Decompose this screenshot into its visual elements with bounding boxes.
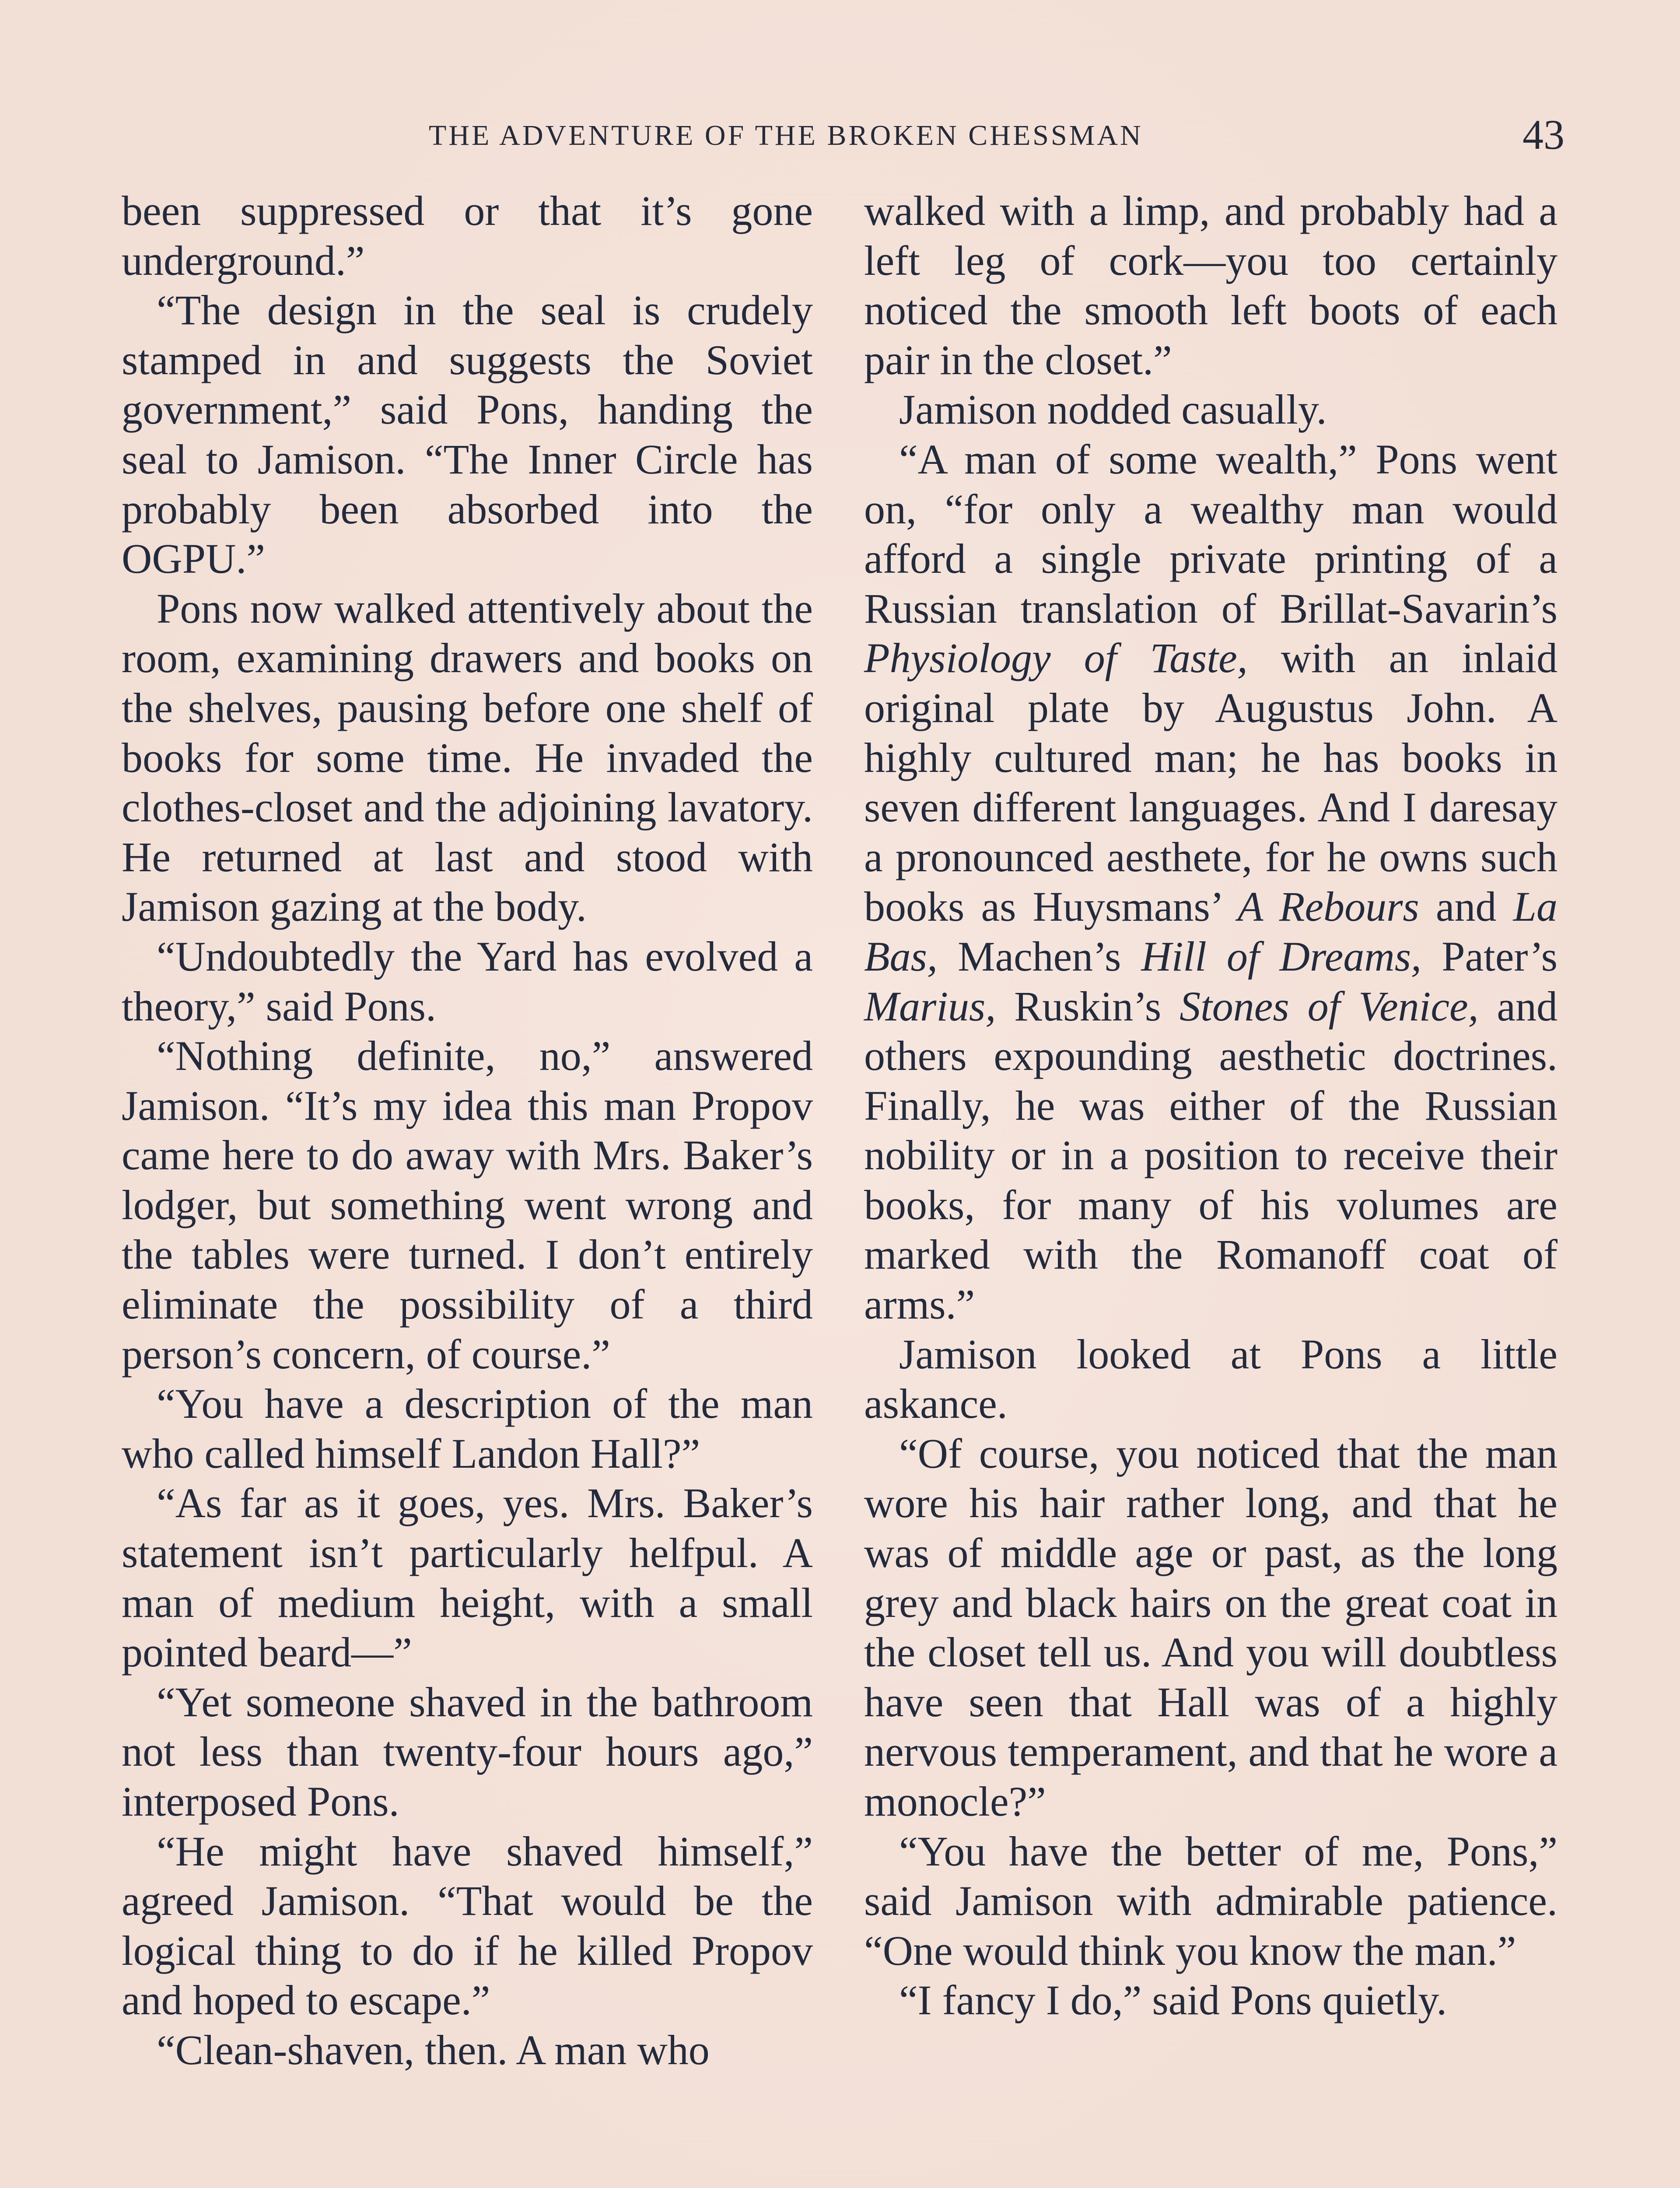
paragraph: “He might have shaved himself,” agreed Jamison. “That would be the logical thing to do if he killed Propov and hoped to escape.” [122, 1827, 813, 2024]
page-number: 43 [1522, 111, 1564, 158]
text-run: and others expounding aesthetic doctrines. Finally, he was either of the Russian nobility or in a position to receive their books, for many of his volumes are marked with the Romanoff coat of arms.” [864, 982, 1558, 1328]
book-title: Physiology of Taste, [864, 635, 1248, 682]
paragraph: “As far as it goes, yes. Mrs. Baker’s statement isn’t particularly helfpul. A man of medium height, with a small pointed beard—” [122, 1480, 813, 1676]
text-run: “A man of some wealth,” Pons went on, “for only a wealthy man would afford a single private printing of a Russian translation of Brillat-Savarin’s [864, 435, 1558, 632]
paragraph: Jamison nodded casually. [899, 386, 1327, 433]
running-title: THE ADVENTURE OF THE BROKEN CHESSMAN [429, 119, 1143, 151]
paragraph: been suppressed or that it’s gone underground.” [122, 187, 813, 284]
book-title: Marius, [864, 982, 996, 1030]
book-title: Hill of Dreams, [1141, 933, 1422, 980]
text-run: with an inlaid original plate by Augustus John. A highly cultured man; he has books in seven different languages. And I daresay a pronounced aesthete, for he owns such books as Huysmans’ [864, 635, 1558, 930]
paragraph: “Of course, you noticed that the man wore his hair rather long, and that he was of middle age or past, as the long grey and black hairs on the great coat in the closet tell us. And you will doubtless have seen that Hall was of a highly nervous temperament, and that he wore a monocle?” [864, 1430, 1558, 1825]
book-title: Stones of Venice, [1180, 982, 1479, 1030]
text-run: Ruskin’s [996, 982, 1180, 1030]
paragraph: “I fancy I do,” said Pons quietly. [899, 1977, 1447, 2024]
right-column [864, 186, 1558, 2025]
paragraph: walked with a limp, and probably had a left leg of cork—you too certainly noticed the smooth left boots of each pair in the closet.” [864, 187, 1558, 383]
left-column [122, 186, 813, 2075]
paragraph: “Clean-shaven, then. A man who [157, 2026, 710, 2073]
text-run: and [1419, 883, 1513, 930]
paragraph [864, 435, 1558, 1329]
paragraph: “Nothing definite, no,” answered Jamison. “It’s my idea this man Propov came here to do away with Mrs. Baker’s lodger, but something went wrong and the tables were turned. I don’t entirely eliminate the possibility of a third person’s concern, of course.” [122, 1032, 813, 1378]
paragraph: “You have a description of the man who called himself Landon Hall?” [122, 1380, 813, 1477]
book-title: A Rebours [1237, 883, 1419, 930]
text-run: Machen’s [938, 933, 1141, 980]
paragraph: “Yet someone shaved in the bathroom not less than twenty-four hours ago,” interposed Pons. [122, 1678, 813, 1825]
paragraph: Pons now walked attentively about the room, examining drawers and books on the shelves, pausing before one shelf of books for some time. He invaded the clothes-closet and the adjoining lavatory. He returned at last and stood with Jamison gazing at the body. [122, 585, 813, 930]
paragraph: “The design in the seal is crudely stamped in and suggests the Soviet government,” said Pons, handing the seal to Jamison. “The Inner Circle has probably been absorbed into the OGPU.” [122, 287, 813, 582]
book-title: La Bas, [864, 883, 1558, 980]
paragraph: “Undoubtedly the Yard has evolved a theory,” said Pons. [122, 933, 813, 1030]
paragraph: Jamison looked at Pons a little askance. [864, 1330, 1558, 1427]
text-run: Pater’s [1421, 933, 1558, 980]
paragraph: “You have the better of me, Pons,” said Jamison with admirable patience. “One would think you know the man.” [864, 1827, 1558, 1974]
